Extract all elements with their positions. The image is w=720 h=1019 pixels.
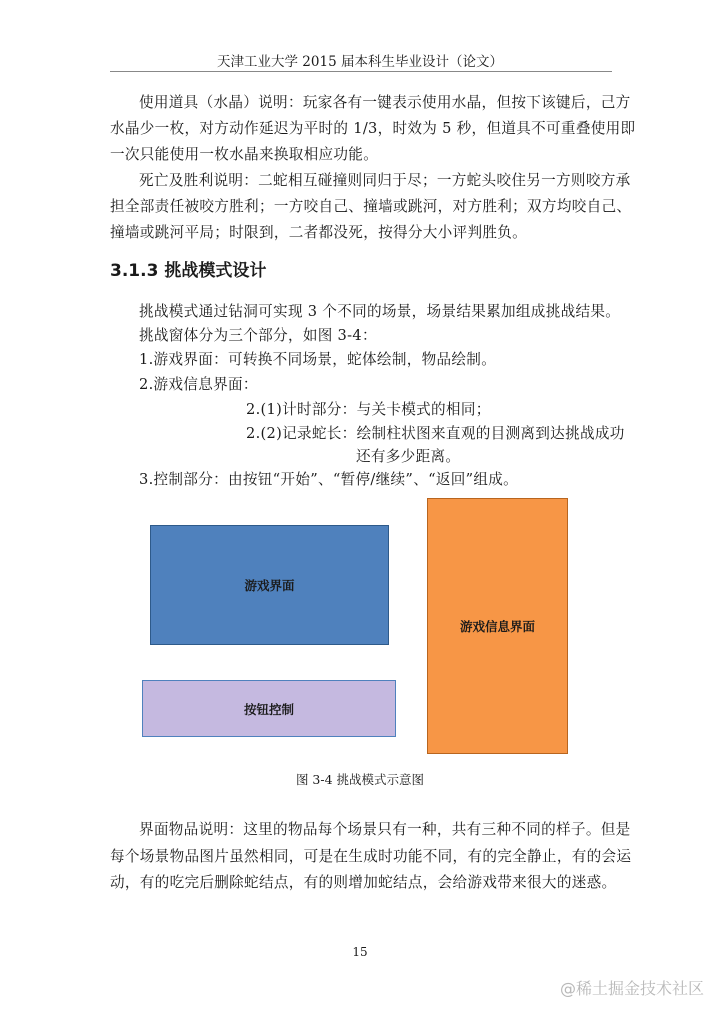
paragraph-line: 界面物品说明：这里的物品每个场景只有一种，共有三种不同的样子。但是 [139, 821, 631, 838]
header-divider [110, 71, 612, 72]
paragraph-line: 动，有的吃完后删除蛇结点，有的则增加蛇结点，会给游戏带来很大的迷惑。 [110, 874, 617, 891]
paragraph-line: 挑战模式通过钻洞可实现 3 个不同的场景，场景结果累加组成挑战结果。 [139, 303, 621, 320]
figure-label: 游戏界面 [244, 578, 295, 593]
paragraph-line: 死亡及胜利说明：二蛇相互碰撞则同归于尽；一方蛇头咬住另一方则咬方承 [139, 172, 631, 189]
figure-info-area-box [427, 498, 568, 754]
watermark: @稀土掘金技术社区 [560, 979, 705, 998]
paragraph-line: 水晶少一枚，对方动作延迟为平时的 1/3，时效为 5 秒，但道具不可重叠使用即 [110, 120, 636, 137]
list-subitem: 2.(2)记录蛇长：绘制柱状图来直观的目测离到达挑战成功 [246, 425, 625, 442]
paragraph-line: 每个场景物品图片虽然相同，可是在生成时功能不同，有的完全静止，有的会运 [110, 848, 632, 865]
figure-label: 按钮控制 [243, 701, 294, 717]
list-subitem: 2.(1)计时部分：与关卡模式的相同； [246, 401, 491, 418]
list-subitem: 还有多少距离。 [356, 448, 461, 465]
figure-controls-box [142, 680, 396, 737]
list-item: 1.游戏界面：可转换不同场景，蛇体绘制，物品绘制。 [139, 351, 497, 368]
list-item: 2.游戏信息界面： [139, 376, 258, 393]
running-header: 天津工业大学 2015 届本科生毕业设计（论文） [217, 54, 503, 70]
section-heading: 3.1.3 挑战模式设计 [110, 261, 267, 281]
paragraph-line: 担全部责任被咬方胜利；一方咬自己、撞墙或跳河，对方胜利；双方均咬自己、 [110, 198, 632, 215]
figure-label: 游戏信息界面 [459, 619, 535, 634]
page-number: 15 [352, 945, 368, 959]
paragraph-line: 使用道具（水晶）说明：玩家各有一键表示使用水晶，但按下该键后，己方 [139, 94, 631, 111]
paragraph-line: 挑战窗体分为三个部分，如图 3-4： [139, 327, 377, 344]
paragraph-line: 一次只能使用一枚水晶来换取相应功能。 [110, 146, 379, 163]
figure-game-area-box [150, 525, 389, 645]
list-item: 3.控制部分：由按钮“开始”、“暂停/继续”、“返回”组成。 [139, 471, 519, 488]
figure-caption: 图 3-4 挑战模式示意图 [295, 772, 425, 787]
paragraph-line: 撞墙或跳河平局；时限到，二者都没死，按得分大小评判胜负。 [110, 224, 528, 241]
